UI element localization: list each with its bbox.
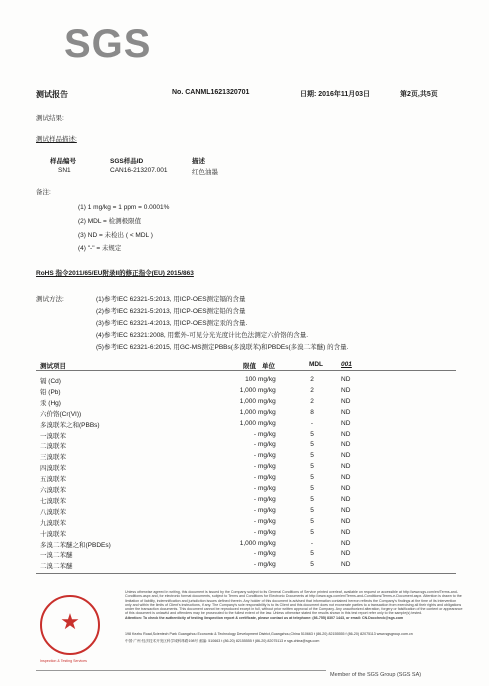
cell-mdl: 5 <box>310 452 314 460</box>
star-icon: ★ <box>60 609 80 634</box>
cell-unit: mg/kg <box>258 550 276 558</box>
cell-limit: 1,000 <box>239 419 256 427</box>
cell-limit: 1,000 <box>239 397 256 405</box>
footer-disclaimer: Unless otherwise agreed in writing, this document is issued by the Company subject to its General Conditions of Service printed overleaf, available on request or accessible at http://www.sgs.com/en/Terms-and-Conditions.aspx and, for electronic format documents, subject to Terms and Conditions for Electronic Documents at http://www.sgs.com/en/Terms-and-Conditions/Terms-e-Document.aspx. Attention is drawn to the limitation of liability, indemnification and jurisdiction issues defined therein. Any holder of this document is advised that information contained hereon reflects the Company's findings at the time of its intervention only and within the limits of Client's instructions, if any. The Company's sole responsibility is to its Client and this document does not exonerate parties to a transaction from exercising all their rights and obligations under the transaction documents. This document cannot be reproduced except in full, without prior written approval of the Company. Any unauthorized alteration, forgery or falsification of the content or appearance of this document is unlawful and offenders may be prosecuted to the fullest extent of the law. Unless otherwise stated the results shown in this test report refer only to the sample(s) tested. Attention: To check the authenticity of testing /inspection report & certificate, please contact us at telephone: (86-755) 8307 1443, or email: CN.Doccheck@sgs.com <box>125 590 463 620</box>
method-3: (3)参考IEC 62321-4:2013, 用ICP-OES测定汞的含量. <box>96 320 248 327</box>
sample-desc-label: 测试样品描述: <box>36 136 77 143</box>
table-row <box>36 496 456 507</box>
table-row <box>36 420 456 431</box>
cell-unit: mg/kg <box>258 517 276 525</box>
cell-test-item: 五溴联苯 <box>40 476 66 484</box>
table-row <box>36 540 456 551</box>
cell-test-item: 汞 (Hg) <box>40 399 61 407</box>
method-2: (2)参考IEC 62321-5:2013, 用ICP-OES测定铅的含量 <box>96 308 246 315</box>
cell-unit: mg/kg <box>258 561 276 569</box>
cell-test-item: 七溴联苯 <box>40 497 66 505</box>
cell-result: ND <box>341 452 351 460</box>
sample-col-id: 样品编号 <box>50 158 76 165</box>
table-row <box>36 398 456 409</box>
table-row <box>36 529 456 540</box>
cell-mdl: 5 <box>310 506 314 514</box>
table-row <box>36 485 456 496</box>
cell-unit: mg/kg <box>258 463 276 471</box>
cell-limit: - <box>253 474 256 482</box>
cell-result: ND <box>341 408 351 416</box>
cell-limit: - <box>253 430 256 438</box>
cell-test-item: 一溴联苯 <box>40 432 66 440</box>
table-row <box>36 431 456 442</box>
cell-limit: - <box>253 550 256 558</box>
table-row <box>36 387 456 398</box>
result-label: 测试结果: <box>36 115 64 122</box>
cell-test-item: 二溴二苯醚 <box>40 563 73 571</box>
cell-mdl: 2 <box>310 397 314 405</box>
cell-unit: mg/kg <box>258 474 276 482</box>
cell-unit: mg/kg <box>258 528 276 536</box>
cell-result: ND <box>341 441 351 449</box>
table-row <box>36 376 456 387</box>
cell-result: ND <box>341 376 351 383</box>
table-row <box>36 507 456 518</box>
cell-result: ND <box>341 528 351 536</box>
method-1: (1)参考IEC 62321-5:2013, 用ICP-OES测定镉的含量 <box>96 296 246 303</box>
cell-unit: mg/kg <box>258 386 276 394</box>
cell-mdl: 5 <box>310 430 314 438</box>
cell-unit: mg/kg <box>258 408 276 416</box>
note-2: (2) MDL = 检测极限值 <box>78 218 142 225</box>
cell-mdl: 5 <box>310 517 314 525</box>
footer-rule <box>36 670 326 671</box>
cell-limit: - <box>253 528 256 536</box>
cell-result: ND <box>341 517 351 525</box>
cell-unit: mg/kg <box>258 441 276 449</box>
report-date: 日期: 2016年11月03日 <box>300 91 371 98</box>
notes-label: 备注: <box>36 189 51 196</box>
cell-mdl: - <box>310 539 314 547</box>
method-4: (4)参考IEC 62321:2008, 用紫外-可见分光光度计比色法测定六价铬的含量. <box>96 332 309 339</box>
cell-test-item: 六价铬(Cr(VI)) <box>40 410 82 418</box>
cell-unit: mg/kg <box>258 452 276 460</box>
col-mdl: MDL <box>308 361 324 368</box>
table-bottom-rule <box>36 573 456 574</box>
cell-test-item: 多溴二苯醚之和(PBDEs) <box>40 541 111 549</box>
cell-mdl: 5 <box>310 485 314 492</box>
cell-result: ND <box>341 561 351 569</box>
table-row <box>36 561 456 572</box>
cell-limit: - <box>253 463 256 471</box>
rohs-title: RoHS 指令2011/65/EU附录II的修正指令(EU) 2015/863 <box>36 270 194 277</box>
cell-test-item: 三溴联苯 <box>40 454 66 462</box>
note-3: (3) ND = 未检出 ( < MDL ) <box>78 232 153 239</box>
cell-unit: mg/kg <box>258 419 276 427</box>
table-row <box>36 463 456 474</box>
cell-test-item: 铅 (Pb) <box>40 388 61 396</box>
report-number: No. CANML1621320701 <box>172 89 250 96</box>
cell-mdl: 5 <box>310 550 314 558</box>
cell-test-item: 八溴联苯 <box>40 508 66 516</box>
cell-mdl: - <box>310 419 314 427</box>
table-row <box>36 441 456 452</box>
cell-limit: - <box>253 517 256 525</box>
sample-sgs-id: CAN16-213207.001 <box>110 167 168 174</box>
cell-unit: mg/kg <box>258 506 276 514</box>
cell-result: ND <box>341 485 351 492</box>
cell-test-item: 镉 (Cd) <box>40 378 61 385</box>
cell-unit: mg/kg <box>258 430 276 438</box>
cell-unit: mg/kg <box>258 485 276 492</box>
cell-test-item: 九溴联苯 <box>40 519 66 527</box>
sample-description: 红色油墨 <box>192 169 218 176</box>
cell-mdl: 5 <box>310 528 314 536</box>
col-result: 001 <box>341 361 352 368</box>
cell-limit: - <box>253 441 256 449</box>
footer-address-cn: 中国·广州·经济技术开发区科学城科珠路198号 邮编: 510663 t (86-20) 82155555 f (86-20) 82075113 e sgs.china@sgs.com <box>125 639 320 643</box>
table-row <box>36 452 456 463</box>
cell-mdl: 5 <box>310 474 314 482</box>
cell-mdl: 5 <box>310 561 314 569</box>
cell-limit: 100 <box>245 376 256 383</box>
cell-result: ND <box>341 419 351 427</box>
cell-limit: - <box>253 485 256 492</box>
table-row <box>36 550 456 561</box>
cell-result: ND <box>341 397 351 405</box>
note-4: (4) "-" = 未规定 <box>78 245 122 252</box>
cell-limit: - <box>253 506 256 514</box>
table-row <box>36 474 456 485</box>
cell-test-item: 四溴联苯 <box>40 465 66 473</box>
cell-unit: mg/kg <box>258 397 276 405</box>
col-unit: 单位 <box>262 363 275 370</box>
seal-caption: Inspection & Testing Services <box>40 659 87 663</box>
cell-result: ND <box>341 430 351 438</box>
sample-col-sgsid: SGS样品ID <box>110 158 144 165</box>
cell-result: ND <box>341 539 351 547</box>
sample-col-desc: 描述 <box>192 158 205 165</box>
cell-result: ND <box>341 550 351 558</box>
cell-result: ND <box>341 495 351 503</box>
footer-address-en: 198 Kezhu Road,Scientech Park Guangzhou Economic & Technology Development District,Guangzhou,China 510663 t (86-20) 82155555 f (86-20) 82075113 www.sgsgroup.com.cn <box>125 632 413 636</box>
company-seal <box>40 595 100 655</box>
cell-mdl: 2 <box>310 376 314 383</box>
table-row <box>36 409 456 420</box>
cell-mdl: 8 <box>310 408 314 416</box>
cell-result: ND <box>341 463 351 471</box>
cell-unit: mg/kg <box>258 539 276 547</box>
report-title: 测试报告 <box>36 90 68 99</box>
cell-result: ND <box>341 506 351 514</box>
cell-mdl: 5 <box>310 463 314 471</box>
page-number: 第2页,共5页 <box>400 91 438 98</box>
footer-attention: Attention: To check the authenticity of testing /inspection report & certificate, please contact us at telephone: (86-755) 8307 1443, or email: CN.Doccheck@sgs.com <box>125 615 404 620</box>
cell-test-item: 六溴联苯 <box>40 487 66 494</box>
cell-test-item: 二溴联苯 <box>40 443 66 451</box>
member-note: Member of the SGS Group (SGS SA) <box>330 672 422 678</box>
table-row <box>36 518 456 529</box>
method-5: (5)参考IEC 62321-6:2015, 用GC-MS测定PBBs(多溴联苯)和PBDEs(多溴二苯醚) 的含量. <box>96 344 349 351</box>
sample-id: SN1 <box>58 167 71 174</box>
cell-limit: - <box>253 561 256 569</box>
table-header-rule <box>36 370 456 371</box>
cell-limit: 1,000 <box>239 386 256 394</box>
cell-limit: - <box>253 495 256 503</box>
cell-test-item: 十溴联苯 <box>40 530 66 538</box>
col-test-item: 测试项目 <box>40 363 66 370</box>
cell-unit: mg/kg <box>258 495 276 503</box>
cell-test-item: 一溴二苯醚 <box>40 552 73 560</box>
cell-result: ND <box>341 386 351 394</box>
cell-result: ND <box>341 474 351 482</box>
cell-mdl: 5 <box>310 495 314 503</box>
cell-limit: - <box>253 452 256 460</box>
sgs-logo: SGS <box>64 22 152 66</box>
col-limit: 限值 <box>243 363 256 370</box>
cell-unit: mg/kg <box>258 376 276 383</box>
cell-test-item: 多溴联苯之和(PBBs) <box>40 421 100 429</box>
cell-mdl: 5 <box>310 441 314 449</box>
note-1: (1) 1 mg/kg = 1 ppm = 0.0001% <box>78 204 170 211</box>
method-label: 测试方法: <box>36 296 64 303</box>
cell-mdl: 2 <box>310 386 314 394</box>
cell-limit: 1,000 <box>239 539 256 547</box>
cell-limit: 1,000 <box>239 408 256 416</box>
